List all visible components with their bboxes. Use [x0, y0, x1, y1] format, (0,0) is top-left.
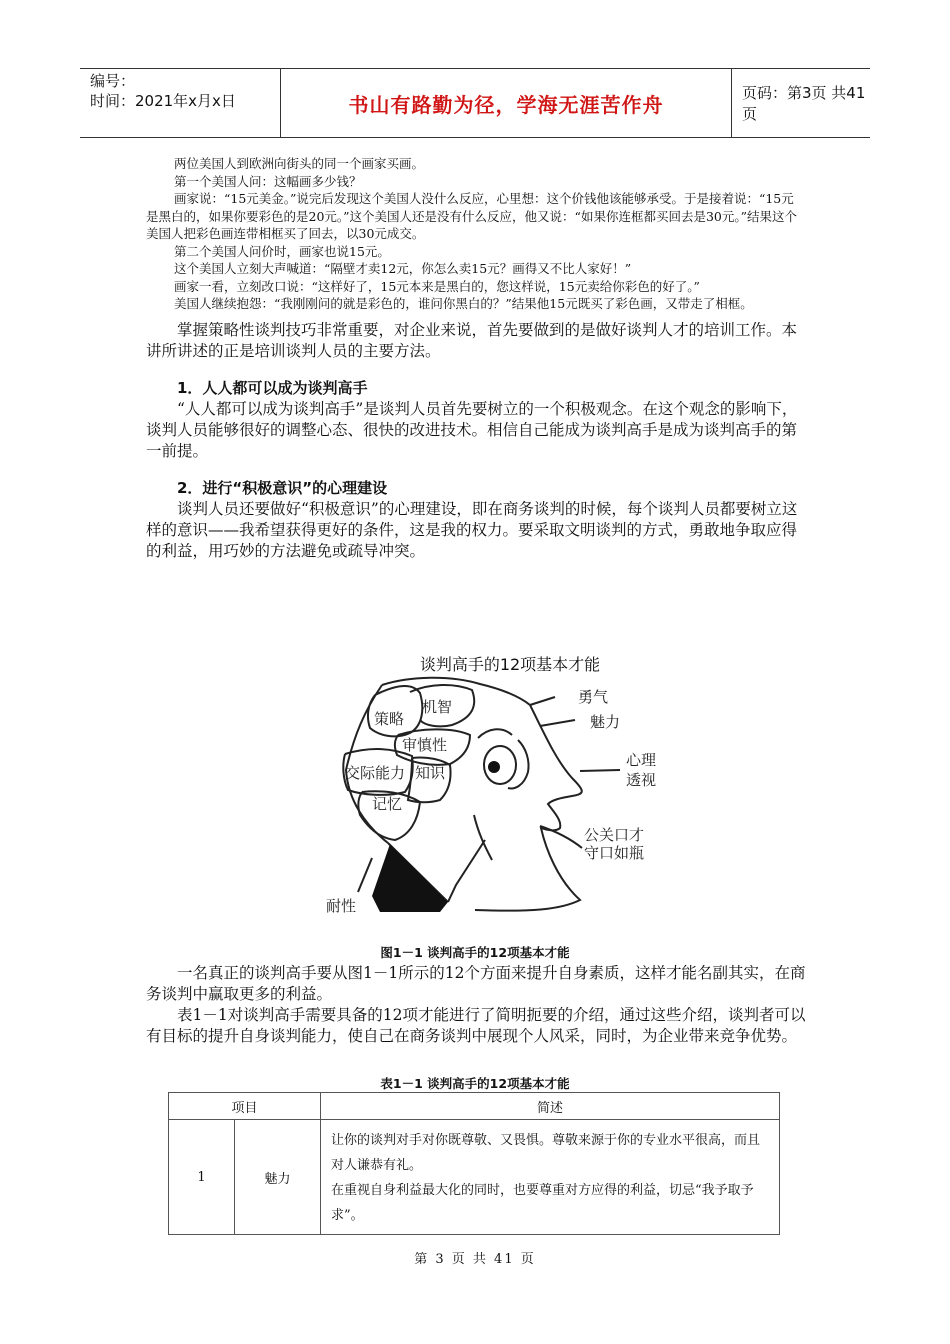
- paragraph: 表1－1对谈判高手需要具备的12项才能进行了简明扼要的介绍，通过这些介绍，谈判者可以有目标的提升自身谈判能力，使自己在商务谈判中展现个人风采，同时，为企业带来竞争优势。: [146, 1006, 806, 1045]
- label-knowledge: 知识: [415, 764, 446, 782]
- story-line: 美国人继续抱怨：“我刚刚问的就是彩色的，谁问你黑白的？”结果他15元既买了彩色画，又带走了相框。: [174, 296, 753, 311]
- desc-line: 让你的谈判对手对你既尊敬、又畏惧。尊敬来源于你的专业水平很高，而且对人谦恭有礼。: [331, 1133, 761, 1173]
- face-line: [508, 740, 529, 788]
- paragraph: 一名真正的谈判高手要从图1－1所示的12个方面来提升自身素质，这样才能名副其实，在商务谈判中赢取更多的利益。: [146, 964, 806, 1003]
- table-caption: 表1－1 谈判高手的12项基本才能: [380, 1076, 570, 1091]
- page-footer: 第 3 页 共 41 页: [414, 1252, 536, 1267]
- label-pr-2: 守口如瓶: [584, 844, 645, 862]
- story-block: [146, 155, 806, 313]
- row-description: [321, 1120, 780, 1235]
- row-number: 1: [169, 1120, 235, 1235]
- header-meta: [90, 71, 280, 111]
- arrow-psych: [580, 770, 620, 771]
- arrow-charm: [540, 720, 575, 726]
- header-item: 项目: [169, 1093, 321, 1120]
- label-wisdom: 机智: [422, 698, 453, 716]
- header-desc: 简述: [321, 1093, 780, 1120]
- label-strategy: 策略: [374, 710, 405, 728]
- story-line: 两位美国人到欧洲向街头的同一个画家买画。: [174, 156, 425, 171]
- arrow-courage: [530, 697, 555, 705]
- label-charm: 魅力: [590, 713, 621, 731]
- label-patience: 耐性: [326, 897, 357, 915]
- table-header-row: [169, 1093, 780, 1120]
- arrow-patience: [358, 858, 372, 892]
- eyebrow: [478, 729, 512, 738]
- label-psych-2: 透视: [626, 771, 657, 789]
- story-line: 画家说：“15元美金。”说完后发现这个美国人没什么反应，心里想：这个价钱他该能够承受。于是接着说：“15元是黑白的，如果你要彩色的是20元。”这个美国人还是没有什么反应，他又说：“如果你连框都买回去是30元。”结果这个美国人把彩色画连带相框买了回去，以30元成交。: [146, 191, 797, 241]
- label-social: 交际能力: [345, 764, 406, 782]
- after-figure-text: [146, 963, 806, 1047]
- label-prudence: 审慎性: [402, 736, 448, 754]
- pupil: [488, 761, 500, 773]
- desc-line: 在重视自身利益最大化的同时，也要尊重对方应得的利益，切忌“我予取予求”。: [331, 1183, 754, 1223]
- skills-table: [168, 1092, 780, 1235]
- figure-title: 谈判高手的12项基本才能: [419, 655, 601, 674]
- section-text: “人人都可以成为谈判高手”是谈判人员首先要树立的一个积极观念。在这个观念的影响下，谈判人员能够很好的调整心态、很快的改进技术。相信自己能成为谈判高手是成为谈判高手的第一前提。: [146, 400, 798, 460]
- time-label: 时间：2021年x月x日: [90, 92, 236, 110]
- story-line: 这个美国人立刻大声喊道：“隔壁才卖12元，你怎么卖15元？画得又不比人家好！”: [174, 261, 632, 276]
- table-row: [169, 1120, 780, 1235]
- intro-paragraph: 掌握策略性谈判技巧非常重要，对企业来说，首先要做到的是做好谈判人才的培训工作。本讲所讲述的正是培训谈判人员的主要方法。: [146, 321, 798, 360]
- section-text: 谈判人员还要做好“积极意识”的心理建设，即在商务谈判的时候，每个谈判人员都要树立这样的意识——我希望获得更好的条件，这是我的权力。要采取文明谈判的方式，勇敢地争取应得的利益，用巧妙的方法避免或疏导冲突。: [146, 500, 798, 560]
- story-line: 画家一看，立刻改口说：“这样好了，15元本来是黑白的，您这样说，15元卖给你彩色的好了。”: [174, 278, 700, 294]
- section-title: 2．进行“积极意识”的心理建设: [177, 479, 388, 497]
- story-line: 第一个美国人问：这幅画多少钱？: [174, 173, 362, 189]
- figure-caption: 图1－1 谈判高手的12项基本才能: [380, 945, 570, 960]
- label-psych-1: 心理: [626, 751, 657, 769]
- main-text: [146, 320, 806, 562]
- story-line: 第二个美国人问价时，画家也说15元。: [174, 243, 390, 259]
- section-title: 1．人人都可以成为谈判高手: [177, 379, 368, 397]
- label-pr-1: 公关口才: [584, 826, 645, 844]
- label-courage: 勇气: [578, 688, 609, 706]
- number-label: 编号：: [90, 72, 136, 90]
- label-memory: 记忆: [372, 795, 403, 813]
- header-motto: 书山有路勤为径，学海无涯苦作舟: [280, 69, 732, 137]
- black-collar-shape: [372, 844, 448, 912]
- page-header: [80, 68, 870, 138]
- header-page-label: 页码：第3页 共41页: [742, 84, 866, 123]
- row-item: 魅力: [235, 1120, 321, 1235]
- collar-line: [448, 840, 485, 902]
- head-illustration: [300, 645, 720, 925]
